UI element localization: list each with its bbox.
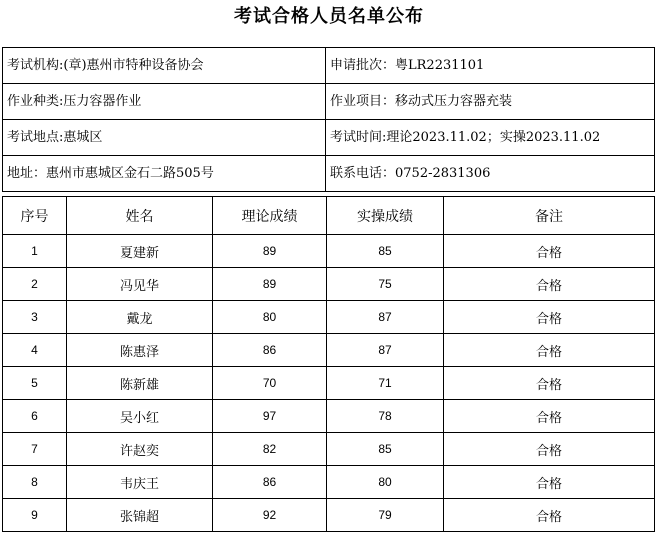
qualified-list-table [2,196,655,532]
table-row [3,400,655,433]
cell-name: 戴龙 [67,301,213,334]
info-row [3,120,655,156]
cell-practical-score: 85 [327,433,444,466]
table-row [3,466,655,499]
cell-practical-score: 85 [327,235,444,268]
cell-remark: 合格 [444,433,655,466]
table-row [3,433,655,466]
address: 地址：惠州市惠城区金石二路505号 [3,156,326,192]
table-row [3,367,655,400]
cell-index: 4 [3,334,67,367]
cell-theory-score: 89 [213,235,327,268]
cell-remark: 合格 [444,235,655,268]
cell-index: 7 [3,433,67,466]
cell-index: 2 [3,268,67,301]
info-row [3,156,655,192]
exam-location: 考试地点:惠城区 [3,120,326,156]
cell-index: 5 [3,367,67,400]
cell-theory-score: 86 [213,334,327,367]
cell-name: 夏建新 [67,235,213,268]
table-row [3,268,655,301]
cell-practical-score: 87 [327,301,444,334]
exam-time: 考试时间:理论2023.11.02；实操2023.11.02 [326,120,655,156]
cell-practical-score: 80 [327,466,444,499]
header-remark: 备注 [444,197,655,235]
cell-theory-score: 70 [213,367,327,400]
header-practical-score: 实操成绩 [327,197,444,235]
cell-index: 9 [3,499,67,532]
page-title: 考试合格人员名单公布 [234,6,424,27]
table-row [3,235,655,268]
table-row [3,334,655,367]
cell-name: 张锦超 [67,499,213,532]
info-row [3,48,655,84]
cell-index: 6 [3,400,67,433]
cell-theory-score: 89 [213,268,327,301]
cell-remark: 合格 [444,301,655,334]
cell-theory-score: 97 [213,400,327,433]
header-theory-score: 理论成绩 [213,197,327,235]
cell-index: 3 [3,301,67,334]
table-header-row [3,197,655,235]
cell-index: 1 [3,235,67,268]
work-category: 作业种类:压力容器作业 [3,84,326,120]
cell-remark: 合格 [444,367,655,400]
cell-theory-score: 82 [213,433,327,466]
cell-name: 冯见华 [67,268,213,301]
application-batch: 申请批次：粤LR2231101 [326,48,655,84]
exam-org: 考试机构:(章)惠州市特种设备协会 [3,48,326,84]
cell-remark: 合格 [444,400,655,433]
cell-index: 8 [3,466,67,499]
header-index: 序号 [3,197,67,235]
contact-phone: 联系电话：0752-2831306 [326,156,655,192]
table-row [3,499,655,532]
cell-practical-score: 75 [327,268,444,301]
cell-name: 陈新雄 [67,367,213,400]
cell-practical-score: 71 [327,367,444,400]
work-project: 作业项目：移动式压力容器充装 [326,84,655,120]
cell-name: 吴小红 [67,400,213,433]
cell-practical-score: 87 [327,334,444,367]
exam-info-table [2,47,655,192]
cell-practical-score: 79 [327,499,444,532]
cell-remark: 合格 [444,334,655,367]
cell-name: 陈惠泽 [67,334,213,367]
info-row [3,84,655,120]
cell-name: 韦庆王 [67,466,213,499]
cell-practical-score: 78 [327,400,444,433]
cell-remark: 合格 [444,499,655,532]
cell-theory-score: 92 [213,499,327,532]
cell-theory-score: 80 [213,301,327,334]
cell-remark: 合格 [444,466,655,499]
cell-theory-score: 86 [213,466,327,499]
cell-remark: 合格 [444,268,655,301]
table-row [3,301,655,334]
cell-name: 许赵奕 [67,433,213,466]
header-name: 姓名 [67,197,213,235]
